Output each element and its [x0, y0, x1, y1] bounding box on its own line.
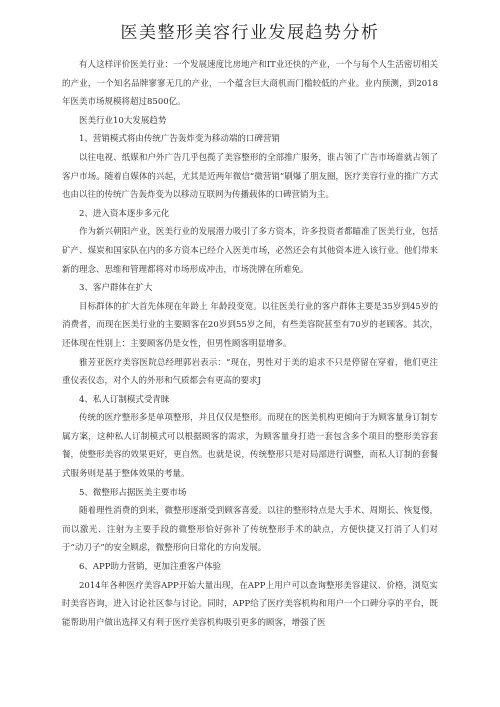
body-paragraph: 以往电视、纸媒和户外广告几乎包揽了美容整形的全部推广服务，谁占领了广告市场谁就占领了客户市场。随着自媒体的兴起，尤其是近两年微信“微营销”刷爆了朋友圈，医疗美容行业的推广方式也由以往的传统广告轰炸变为以移动互联网为传播载体的口碑营销为主。: [62, 152, 438, 201]
body-paragraph: 传统的医疗整形多是单项整形，并且仅仅是整形。而现在的医美机构更倾向于为顾客量身订制专属方案，这种私人订制模式可以根据顾客的需求，为顾客量身打造一套包含多个项目的整形美容套餐，使整形美容的效果更好，更自然。也就是说，传统整形只是对局部进行调整，而私人订制的套餐式服务则是基于整体效果的考量。: [62, 413, 438, 480]
section-heading: 1、营销模式将由传统广告轰炸变为移动端的口碑营销: [79, 134, 280, 145]
section-heading: 6、APP助力营销，更加注重客户体验: [79, 562, 221, 573]
section-heading: 5、微整形占据医美主要市场: [79, 487, 187, 498]
section-heading: 医美行业10大发展趋势: [79, 115, 167, 126]
section-heading: 3、客户群体在扩大: [79, 283, 153, 294]
document-title: 医美整形美容行业发展趋势分析: [120, 23, 380, 43]
body-paragraph: 有人这样评价医美行业：一个发展速度比房地产和IT业还快的产业，一个与每个人生活密切相关的产业，一个知名品牌寥寥无几的产业，一个蕴含巨大商机而门槛较低的产业。业内预测，到2018年医美市场规模将超过8500亿。: [62, 60, 438, 108]
document-body: [62, 56, 438, 632]
body-paragraph: 作为新兴朝阳产业，医美行业的发展潜力吸引了多方资本，许多投资者都瞄准了医美行业，包括矿产、煤炭和国家队在内的多方资本已经介入医美市场，必然还会有其他资本进入该行业。他们带来新的理念、思维和管理都将对市场形成冲击，市场洗牌在所难免。: [62, 227, 438, 275]
section-heading: 4、私人订制模式受青睐: [79, 394, 170, 405]
section-heading: 2、进入资本逐步多元化: [79, 208, 170, 219]
body-paragraph: 目标群体的扩大首先体现在年龄上 年龄段变宽。以往医美行业的客户群体主要是35岁到45岁的消费者，而现在医美行业的主要顾客在20岁到55岁之间，有些美容院甚至有70岁的老顾客。其次，还体现在性别上：主要顾客仍是女性，但男性顾客明显增多。: [62, 301, 438, 349]
body-paragraph: 雅芳亚医疗美容医院总经理郭岩表示：“现在，男性对于美的追求不只是停留在穿着，他们更注重仪表仪态，对个人的外形和气质都会有更高的要求J: [62, 357, 438, 387]
body-paragraph: 2014年各种医疗美容APP开始大量出现，在APP上用户可以查询整形美容建议、价格，浏览实时美容咨询，进入讨论社区参与讨论。同时，APP给了医疗美容机构和用户一个口碑分享的平台，既能帮助用户做出选择又有利于医疗美容机构吸引更多的顾客，增强了医: [62, 580, 438, 628]
body-paragraph: 随着理性消费的到来，微整形逐渐受到顾客喜爱。以往的整形特点是大手术、周期长、恢复慢，而以激光、注射为主要手段的微整形恰好弥补了传统整形手术的缺点，方便快捷又打消了人们对于“动刀子”的安全顾虑，微整形向日常化的方向发展。: [62, 506, 438, 554]
